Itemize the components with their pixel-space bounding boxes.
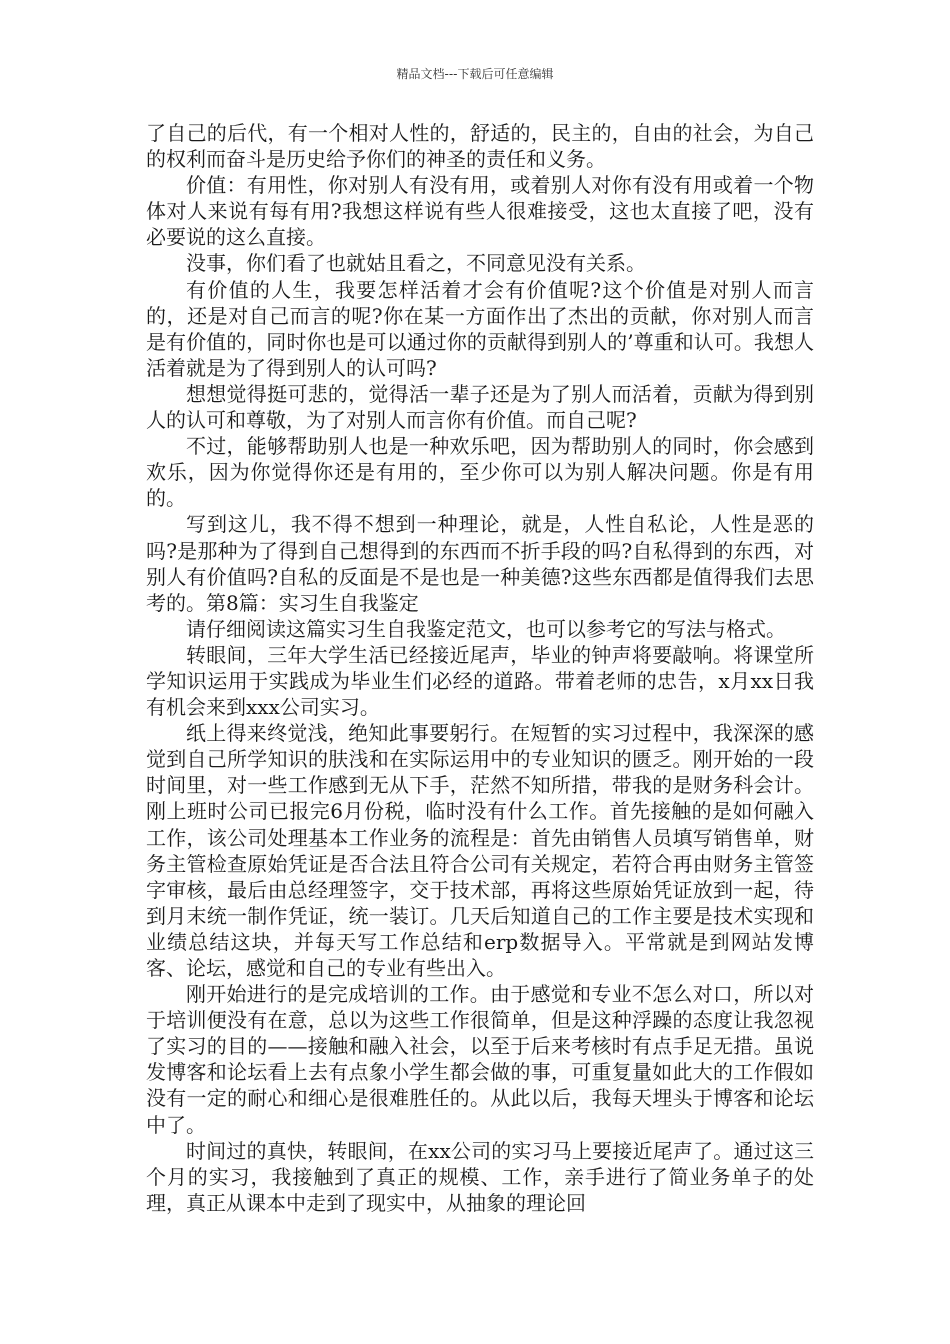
paragraph: 没事，你们看了也就姑且看之，不同意见没有关系。 <box>186 251 646 276</box>
paragraph: 不过，能够帮助别人也是一种欢乐吧，因为帮助别人的同时，你会感到欢乐，因为你觉得你还是有用的，至少你可以为别人解决问题。你是有用的。 <box>146 434 814 511</box>
paragraph: 刚开始进行的是完成培训的工作。由于感觉和专业不怎么对口，所以对于培训便没有在意，总以为这些工作很简单，但是这种浮躁的态度让我忽视了实习的目的——接触和融入社会，以至于后来考核时有点手足无措。虽说发博客和论坛看上去有点象小学生都会做的事，可重复量如此大的工作假如没有一定的耐心和细心是很难胜任的。从此以后，我每天埋头于博客和论坛中了。 <box>146 982 814 1137</box>
document-body <box>146 120 814 1216</box>
paragraph: 纸上得来终觉浅，绝知此事要躬行。在短暂的实习过程中，我深深的感觉到自己所学知识的肤浅和在实际运用中的专业知识的匮乏。刚开始的一段时间里，对一些工作感到无从下手，茫然不知所措，带我的是财务科会计。刚上班时公司已报完6月份税，临时没有什么工作。首先接触的是如何融入工作，该公司处理基本工作业务的流程是：首先由销售人员填写销售单，财务主管检查原始凭证是否合法且符合公司有关规定，若符合再由财务主管签字审核，最后由总经理签字，交于技术部，再将这些原始凭证放到一起，待到月末统一制作凭证，统一装订。几天后知道自己的工作主要是技术实现和业绩总结这块，并每天写工作总结和erp数据导入。平常就是到网站发博客、论坛，感觉和自己的专业有些出入。 <box>146 721 814 980</box>
paragraph: 请仔细阅读这篇实习生自我鉴定范文，也可以参考它的写法与格式。 <box>186 616 786 641</box>
paragraph: 想想觉得挺可悲的，觉得活一辈子还是为了别人而活着，贡献为得到别人的认可和尊敬，为了对别人而言你有价值。而自己呢? <box>146 381 814 433</box>
paragraph: 时间过的真快，转眼间，在xx公司的实习马上要接近尾声了。通过这三个月的实习，我接触到了真正的规模、工作，亲手进行了简业务单子的处理，真正从课本中走到了现实中，从抽象的理论回 <box>146 1138 814 1215</box>
paragraph: 价值：有用性，你对别人有没有用，或着别人对你有没有用或着一个物体对人来说有每有用?我想这样说有些人很难接受，这也太直接了吧，没有必要说的这么直接。 <box>146 173 814 250</box>
page-header: 精品文档---下载后可任意编辑 <box>396 67 554 81</box>
paragraph: 了自己的后代，有一个相对人性的，舒适的，民主的，自由的社会，为自己的权利而奋斗是历史给予你们的神圣的责任和义务。 <box>146 121 814 172</box>
paragraph: 写到这儿，我不得不想到一种理论，就是，人性自私论，人性是恶的吗?是那种为了得到自己想得到的东西而不折手段的吗?自私得到的东西，对别人有价值吗?自私的反面是不是也是一种美德?这些东西都是值得我们去思考的。第8篇：实习生自我鉴定 <box>146 512 814 615</box>
paragraph: 有价值的人生，我要怎样活着才会有价值呢?这个价值是对别人而言的，还是对自己而言的呢?你在某一方面作出了杰出的贡献，你对别人而言是有价值的，同时你也是可以通过你的贡献得到别人的’尊重和认可。我想人活着就是为了得到别人的认可吗? <box>146 277 814 380</box>
paragraph: 转眼间，三年大学生活已经接近尾声，毕业的钟声将要敲响。将课堂所学知识运用于实践成为毕业生们必经的道路。带着老师的忠告，x月xx日我有机会来到xxx公司实习。 <box>146 642 814 720</box>
